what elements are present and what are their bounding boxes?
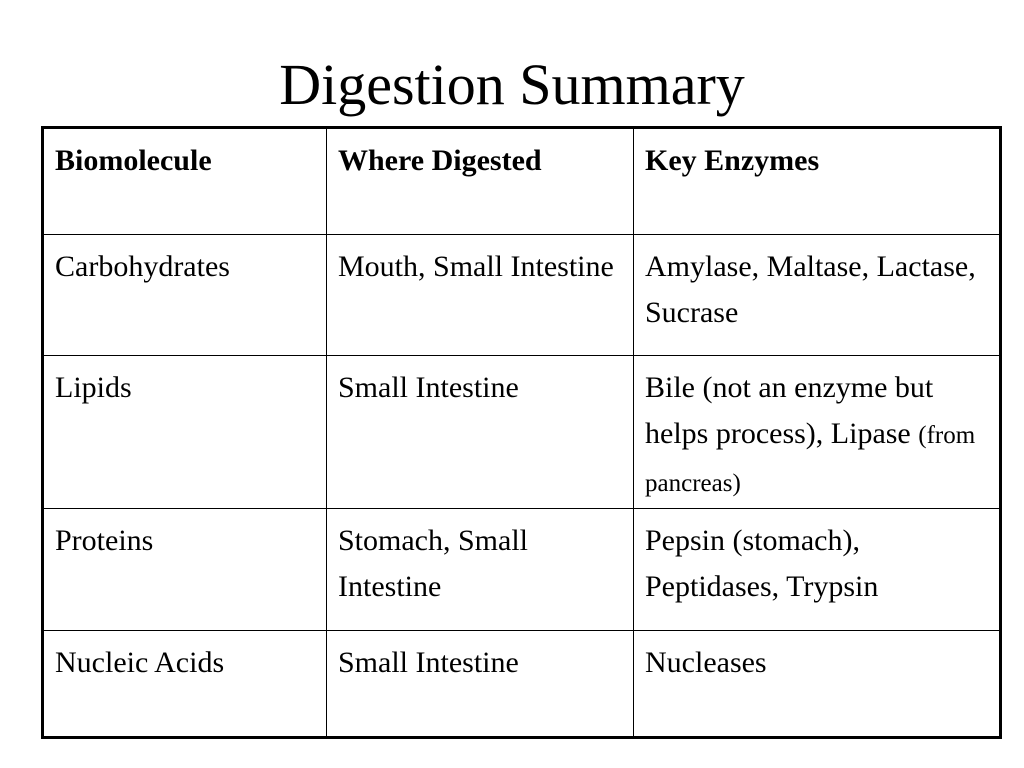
- table-row: [43, 356, 1001, 509]
- cell-where-digested: Small Intestine: [327, 631, 634, 738]
- cell-biomolecule: Lipids: [43, 356, 327, 509]
- header-key-enzymes: Key Enzymes: [634, 128, 1001, 235]
- header-where-digested: Where Digested: [327, 128, 634, 235]
- enzymes-note: (from pancreas): [645, 422, 976, 497]
- cell-biomolecule: Carbohydrates: [43, 235, 327, 356]
- enzymes-text: Bile (not an enzyme but helps process), Lipase: [645, 371, 934, 450]
- digestion-summary-table: [41, 126, 1002, 739]
- header-biomolecule: Biomolecule: [43, 128, 327, 235]
- table-row: [43, 235, 1001, 356]
- cell-key-enzymes: Amylase, Maltase, Lactase, Sucrase: [634, 235, 1001, 356]
- cell-where-digested: Stomach, Small Intestine: [327, 509, 634, 631]
- table-row: [43, 509, 1001, 631]
- slide-title: Digestion Summary: [279, 52, 745, 117]
- cell-biomolecule: Proteins: [43, 509, 327, 631]
- cell-key-enzymes: [634, 356, 1001, 509]
- cell-key-enzymes: Pepsin (stomach), Peptidases, Trypsin: [634, 509, 1001, 631]
- cell-where-digested: Mouth, Small Intestine: [327, 235, 634, 356]
- table-header-row: [43, 128, 1001, 235]
- table-row: [43, 631, 1001, 738]
- cell-biomolecule: Nucleic Acids: [43, 631, 327, 738]
- cell-key-enzymes: Nucleases: [634, 631, 1001, 738]
- cell-where-digested: Small Intestine: [327, 356, 634, 509]
